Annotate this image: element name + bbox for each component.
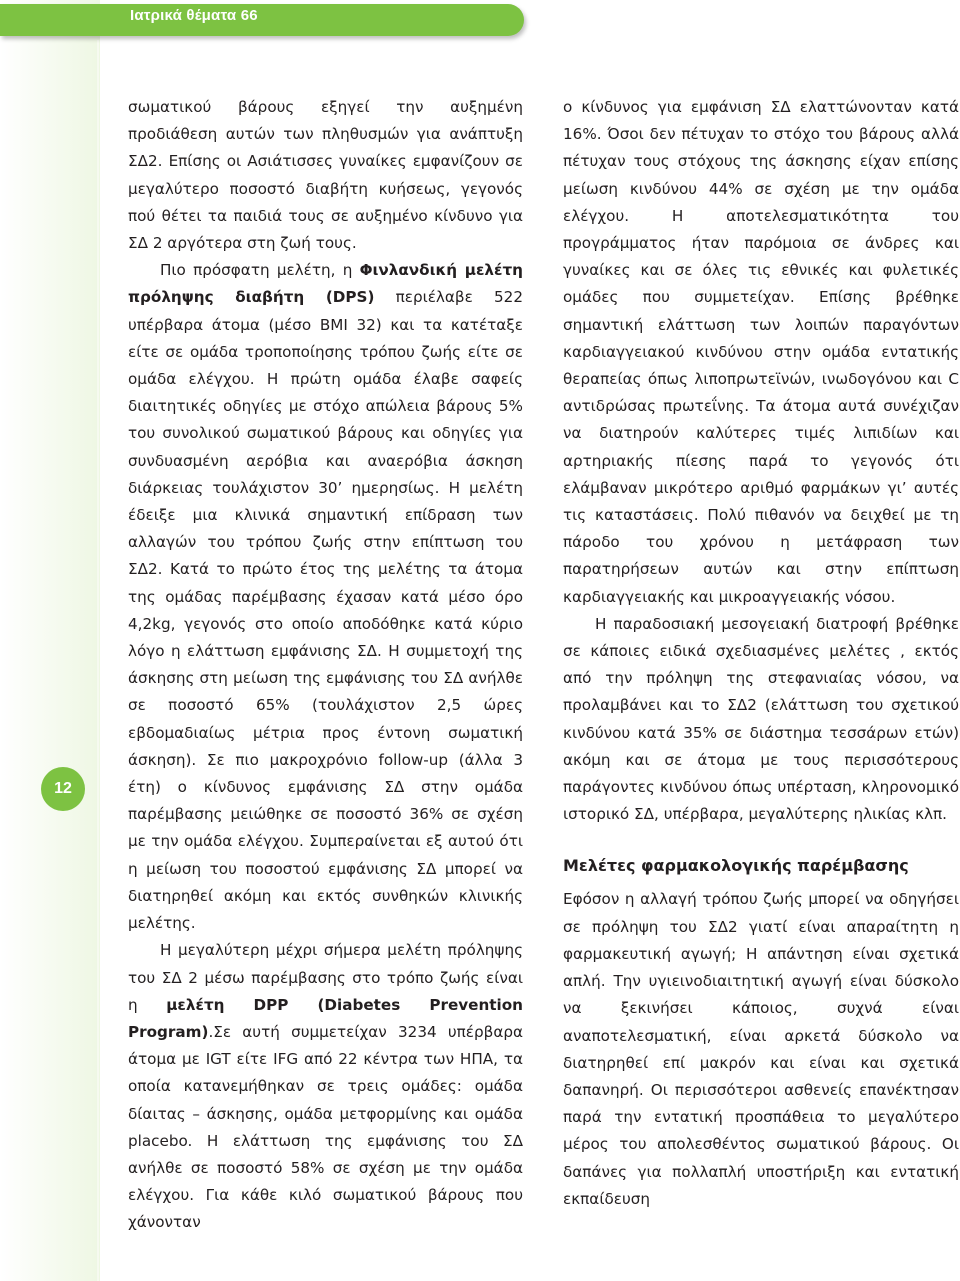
page-number-badge: 12 [41, 767, 85, 811]
bold-study-name: μελέτη DPP (Diabetes Prevention Program) [128, 995, 523, 1041]
paragraph: σωματικού βάρους εξηγεί την αυξημένη προδιάθεση αυτών των πληθυσμών για ανάπτυξη ΣΔ2. Επίσης οι Ασιάτισσες γυναίκες εμφανίζουν σε μεγαλύτερο ποσοστό διαβήτη κυήσεως, γεγονός πού θέτει τα παιδιά τους σε αυξημένο κίνδυνο για ΣΔ 2 αργότερα στη ζωή τους. [128, 98, 523, 253]
paragraph [128, 937, 523, 1236]
bold-study-name: Φινλανδική μελέτη πρόληψης διαβήτη (DPS) [128, 261, 523, 307]
left-margin-strip [0, 0, 100, 1281]
section-heading: Μελέτες φαρμακολογικής παρέμβασης [563, 856, 909, 876]
right-column [563, 94, 959, 1213]
paragraph: Η παραδοσιακή μεσογειακή διατροφή βρέθηκε σε κάποιες ειδικά σχεδιασμένες μελέτες , εκτός από την πρόληψη της στεφανιαίας νόσου, να προλαμβάνει και το ΣΔ2 (ελάττωση του σχετικού κινδύνου κατά 35% σε διάστημα τεσσάρων ετών) ακόμη και σε άτομα με τους περισσότερους παράγοντες κινδύνου όπως υπέρταση, κληρονομικό ιστορικό ΣΔ, υπέρβαρα, μεγαλύτερης ηλικίας κλπ. [563, 614, 959, 824]
header-bar [0, 4, 524, 36]
text-run: .Σε αυτή συμμετείχαν 3234 υπέρβαρα άτομα με IGT είτε IFG από 22 κέντρα των ΗΠΑ, τα οποία κατανεμήθηκαν σε τρεις ομάδες: ομάδα δίαιτας – άσκησης, ομάδα μετφορμίνης και ομάδα placebo. Η ελάττωση της εμφάνισης του ΣΔ ανήλθε σε ποσοστό 58% σε σχέση με την ομάδα ελέγχου. Για κάθε κιλό σωματικού βάρους που χάνονταν [128, 1022, 523, 1232]
text-run: περιέλαβε 522 υπέρβαρα άτομα (μέσο BMI 32) και τα κατέταξε είτε σε ομάδα τροποποίησης τρόπου ζωής είτε σε ομάδα ελέγχου. Η πρώτη ομάδα έλαβε σαφείς διαιτητικές οδηγίες με στόχο απώλεια βάρους 5% του συνολικού σωματικού βάρους και οδηγίες για συνδυασμένη αερόβια και αναερόβια άσκηση διάρκειας τουλάχιστον 30’ ημερησίως. Η μελέτη έδειξε μια κλινικά σημαντική επίδραση των αλλαγών του τρόπου ζωής στην επίπτωση του ΣΔ2. Κατά το πρώτο έτος της μελέτης τα άτομα της ομάδας παρέμβασης έχασαν κατά μέσο όρο 4,2kg, γεγονός στο οποίο αποδόθηκε κατά κύριο λόγο η ελάττωση εμφάνισης ΣΔ. Η συμμετοχή της άσκησης στη μείωση της εμφάνισης του ΣΔ ανήλθε σε ποσοστό 65% (τουλάχιστον 2,5 ώρες εβδομαδιαίως μέτρια προς έντονη σωματική άσκηση). Σε πιο μακροχρόνιο follow-up (άλλα 3 έτη) ο κίνδυνος εμφάνισης ΣΔ στην ομάδα παρέμβασης μειώθηκε σε ποσοστό 36% σε σχέση με την ομάδα ελέγχου. Συμπεραίνεται εξ αυτού ότι η μείωση του ποσοστού εμφάνισης ΣΔ μπορεί να διατηρηθεί ακόμη και εκτός συνθηκών κλινικής μελέτης. [128, 288, 523, 933]
paragraph: ο κίνδυνος για εμφάνιση ΣΔ ελαττώνονταν κατά 16%. Όσοι δεν πέτυχαν το στόχο του βάρους αλλά πέτυχαν τους στόχους της άσκησης είχαν επίσης μείωση κινδύνου 44% σε σχέση με την ομάδα ελέγχου. Η αποτελεσματικότητα του προγράμματος ήταν παρόμοια σε άνδρες και γυναίκες και σε όλες τις εθνικές και φυλετικές ομάδες που συμμετείχαν. Επίσης βρέθηκε σημαντική ελάττωση των λοιπών παραγόντων καρδιαγγειακού κινδύνου στην ομάδα εντατικής θεραπείας όπως λιποπρωτεϊνών, ινωδογόνου και C αντιδρώσας πρωτεΐνης. Τα άτομα αυτά συνέχιζαν να διατηρούν καλύτερες τιμές λιπιδίων και αρτηριακής πίεσης παρά το γεγονός ότι ελάμβαναν μικρότερο αριθμό φαρμάκων γι’ αυτές τις καταστάσεις. Πολύ πιθανόν να δειχθεί με τη πάροδο του χρόνου η μετάφραση των παρατηρήσεων αυτών και στην επίπτωση καρδιαγγειακής και μικροαγγειακής νόσου. [563, 98, 959, 606]
running-header-title: Ιατρικά θέματα 66 [130, 7, 258, 24]
paragraph: Εφόσον η αλλαγή τρόπου ζωής μπορεί να οδηγήσει σε πρόληψη του ΣΔ2 γιατί είναι απαραίτητη η φαρμακευτική αγωγή; Η απάντηση είναι σχετικά απλή. Την υγιεινοδιαιτητική αγωγή είναι δύσκολο να ξεκινήσει κάποιος, συχνά είναι αναποτελεσματική, είναι αρκετά δύσκολο να διατηρηθεί επί μακρόν και είναι και σχετικά δαπανηρή. Οι περισσότεροι ασθενείς επανέκτησαν παρά την εντατική προσπάθεια το μεγαλύτερο μέρος του απολεσθέντος σωματικού βάρους. Οι δαπάνες για πολλαπλή υποστήριξη και εντατική εκπαίδευση [563, 890, 959, 1208]
text-run: Πιο πρόσφατη μελέτη, η [160, 261, 360, 280]
text-run: Η μεγαλύτερη μέχρι σήμερα μελέτη πρόληψης του ΣΔ 2 μέσω παρέμβασης στο τρόπο ζωής είναι η [128, 941, 523, 1014]
left-margin-line [97, 40, 99, 1281]
paragraph [128, 257, 523, 937]
left-column [128, 94, 523, 1237]
